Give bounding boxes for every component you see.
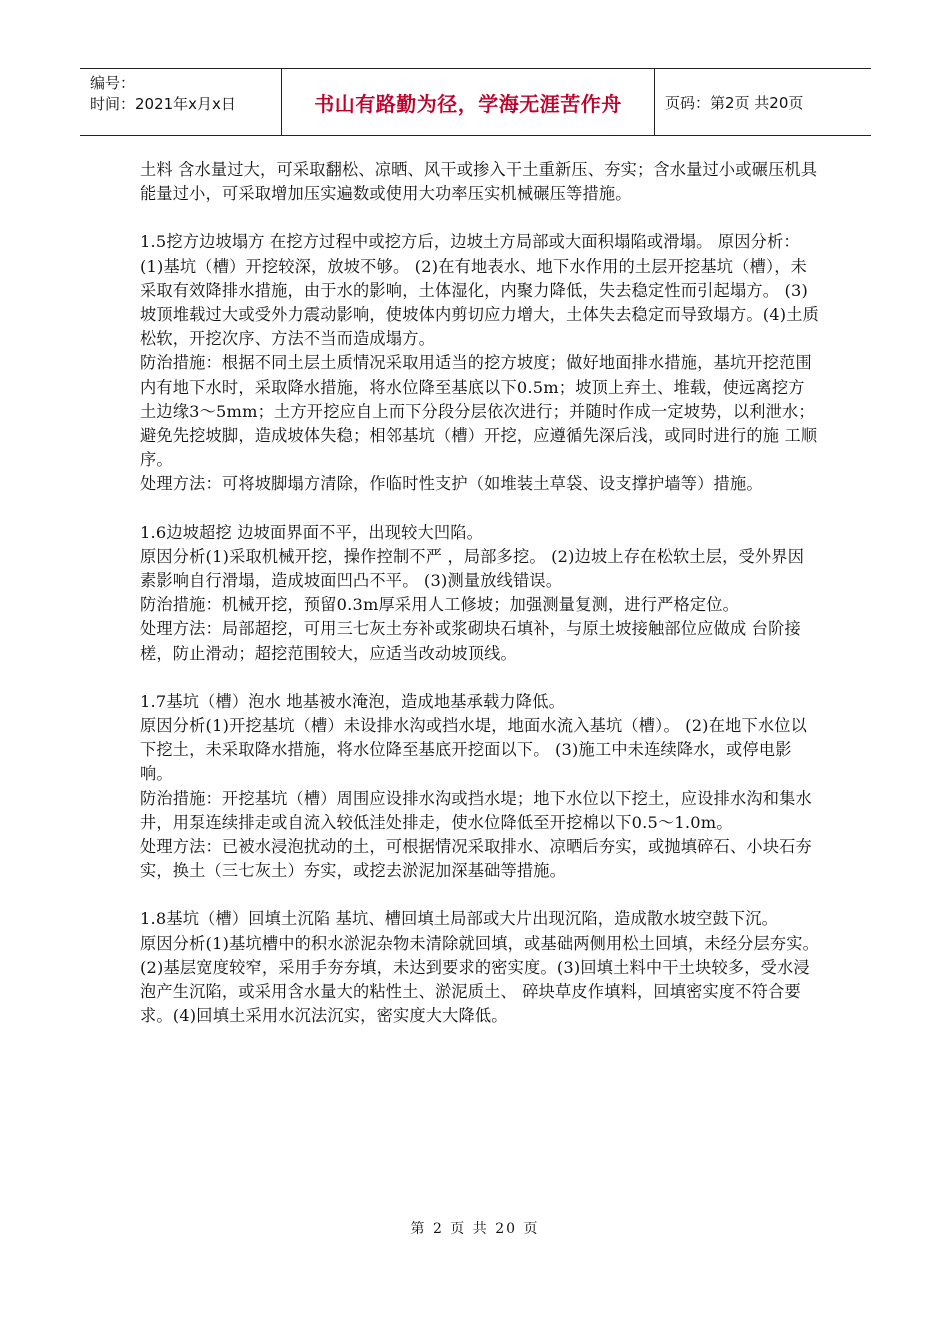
- paragraph-gap: [140, 883, 820, 907]
- paragraph-1-7-prevention: 防治措施：开挖基坑（槽）周围应设排水沟或挡水堤；地下水位以下挖土，应设排水沟和集水井，用泵连续排走或自流入较低洼处排走，使水位降低至开挖棉以下0.5～1.0m。: [140, 788, 812, 832]
- paragraph-gap: [140, 497, 820, 521]
- paragraph-1-6-prevention: 防治措施：机械开挖，预留0.3m厚采用人工修坡；加强测量复测，进行严格定位。: [140, 595, 740, 615]
- paragraph-1-7-causes: 原因分析(1)开挖基坑（槽）未设排水沟或挡水堤，地面水流入基坑（槽）。 (2)在地下水位以下挖土，未采取降水措施，将水位降至基底开挖面以下。 (3)施工中未连续降水，或停电影响。: [140, 716, 808, 784]
- number-label: 编号：: [90, 74, 136, 92]
- paragraph-1-6-title: 1.6边坡超挖 边坡面界面不平，出现较大凹陷。: [140, 522, 484, 542]
- paragraph-1-6-treatment: 处理方法：局部超挖，可用三七灰土夯补或浆砌块石填补，与原土坡接触部位应做成 台阶接槎，防止滑动；超挖范围较大，应适当改动坡顶线。: [140, 619, 801, 663]
- header-page-label: 页码：第2页 共20页: [665, 93, 804, 112]
- paragraph-soil-moisture: 土料 含水量过大，可采取翻松、凉晒、风干或掺入干土重新压、夯实；含水量过小或碾压机具 能量过小，可采取增加压实遍数或使用大功率压实机械碾压等措施。: [140, 160, 818, 204]
- paragraph-1-5-intro: 1.5挖方边坡塌方 在挖方过程中或挖方后，边坡土方局部或大面积塌陷或滑塌。 原因分析：(1)基坑（槽）开挖较深，放坡不够。 (2)在有地表水、地下水作用的土层开挖基坑（槽），未采取有效降排水措施，由于水的影响，土体湿化，内聚力降低，失去稳定性而引起塌方。 (3)坡顶堆载过大或受外力震动影响，使坡体内剪切应力增大，土体失去稳定而导致塌方。(4)土质松软，开挖次序、方法不当而造成塌方。: [140, 232, 820, 349]
- paragraph-gap: [140, 666, 820, 690]
- paragraph-1-8-title: 1.8基坑（槽）回填土沉陷 基坑、槽回填土局部或大片出现沉陷，造成散水坡空鼓下沉。: [140, 909, 779, 929]
- paragraph-1-8-causes: 原因分析(1)基坑槽中的积水淤泥杂物未清除就回填，或基础两侧用松土回填，未经分层夯实。(2)基层宽度较窄，采用手夯夯填，未达到要求的密实度。(3)回填土料中干土块较多，受水浸泡产生沉陷，或采用含水量大的粘性土、淤泥质土、 碎块草皮作填料，回填密实度不符合要求。(4)回填土采用水沉法沉实，密实度大大降低。: [140, 933, 820, 1026]
- paragraph-1-5-treatment: 处理方法：可将坡脚塌方清除，作临时性支护（如堆装土草袋、设支撑护墙等）措施。: [140, 474, 763, 494]
- paragraph-gap: [140, 206, 820, 230]
- paragraph-1-7-treatment: 处理方法：已被水浸泡扰动的土，可根据情况采取排水、凉晒后夯实，或抛填碎石、小块石夯实，换土（三七灰土）夯实，或挖去淤泥加深基础等措施。: [140, 837, 812, 881]
- document-body: [140, 158, 820, 1029]
- header-meta: [80, 69, 282, 135]
- date-label: 时间：2021年x月x日: [90, 95, 236, 113]
- paragraph-1-6-causes: 原因分析(1)采取机械开挖，操作控制不严 ，局部多挖。 (2)边坡上存在松软土层，受外界因素影响自行滑塌，造成坡面凹凸不平。 (3)测量放线错误。: [140, 546, 805, 591]
- page-header: [80, 68, 871, 136]
- paragraph-1-7-title: 1.7基坑（槽）泡水 地基被水淹泡，造成地基承载力降低。: [140, 691, 565, 711]
- page-footer: 第 2 页 共 20 页: [410, 1221, 540, 1237]
- header-motto: 书山有路勤为径，学海无涯苦作舟: [282, 69, 655, 135]
- paragraph-1-5-prevention: 防治措施：根据不同土层土质情况采取用适当的挖方坡度；做好地面排水措施，基坑开挖范围内有地下水时，采取降水措施，将水位降至基底以下0.5m；坡顶上弃土、堆载，使远离挖方 土边缘3～5mm；土方开挖应自上而下分段分层依次进行；并随时作成一定坡势，以利泄水； 避免先挖坡脚，造成坡体失稳；相邻基坑（槽）开挖，应遵循先深后浅，或同时进行的施 工顺序。: [140, 353, 818, 470]
